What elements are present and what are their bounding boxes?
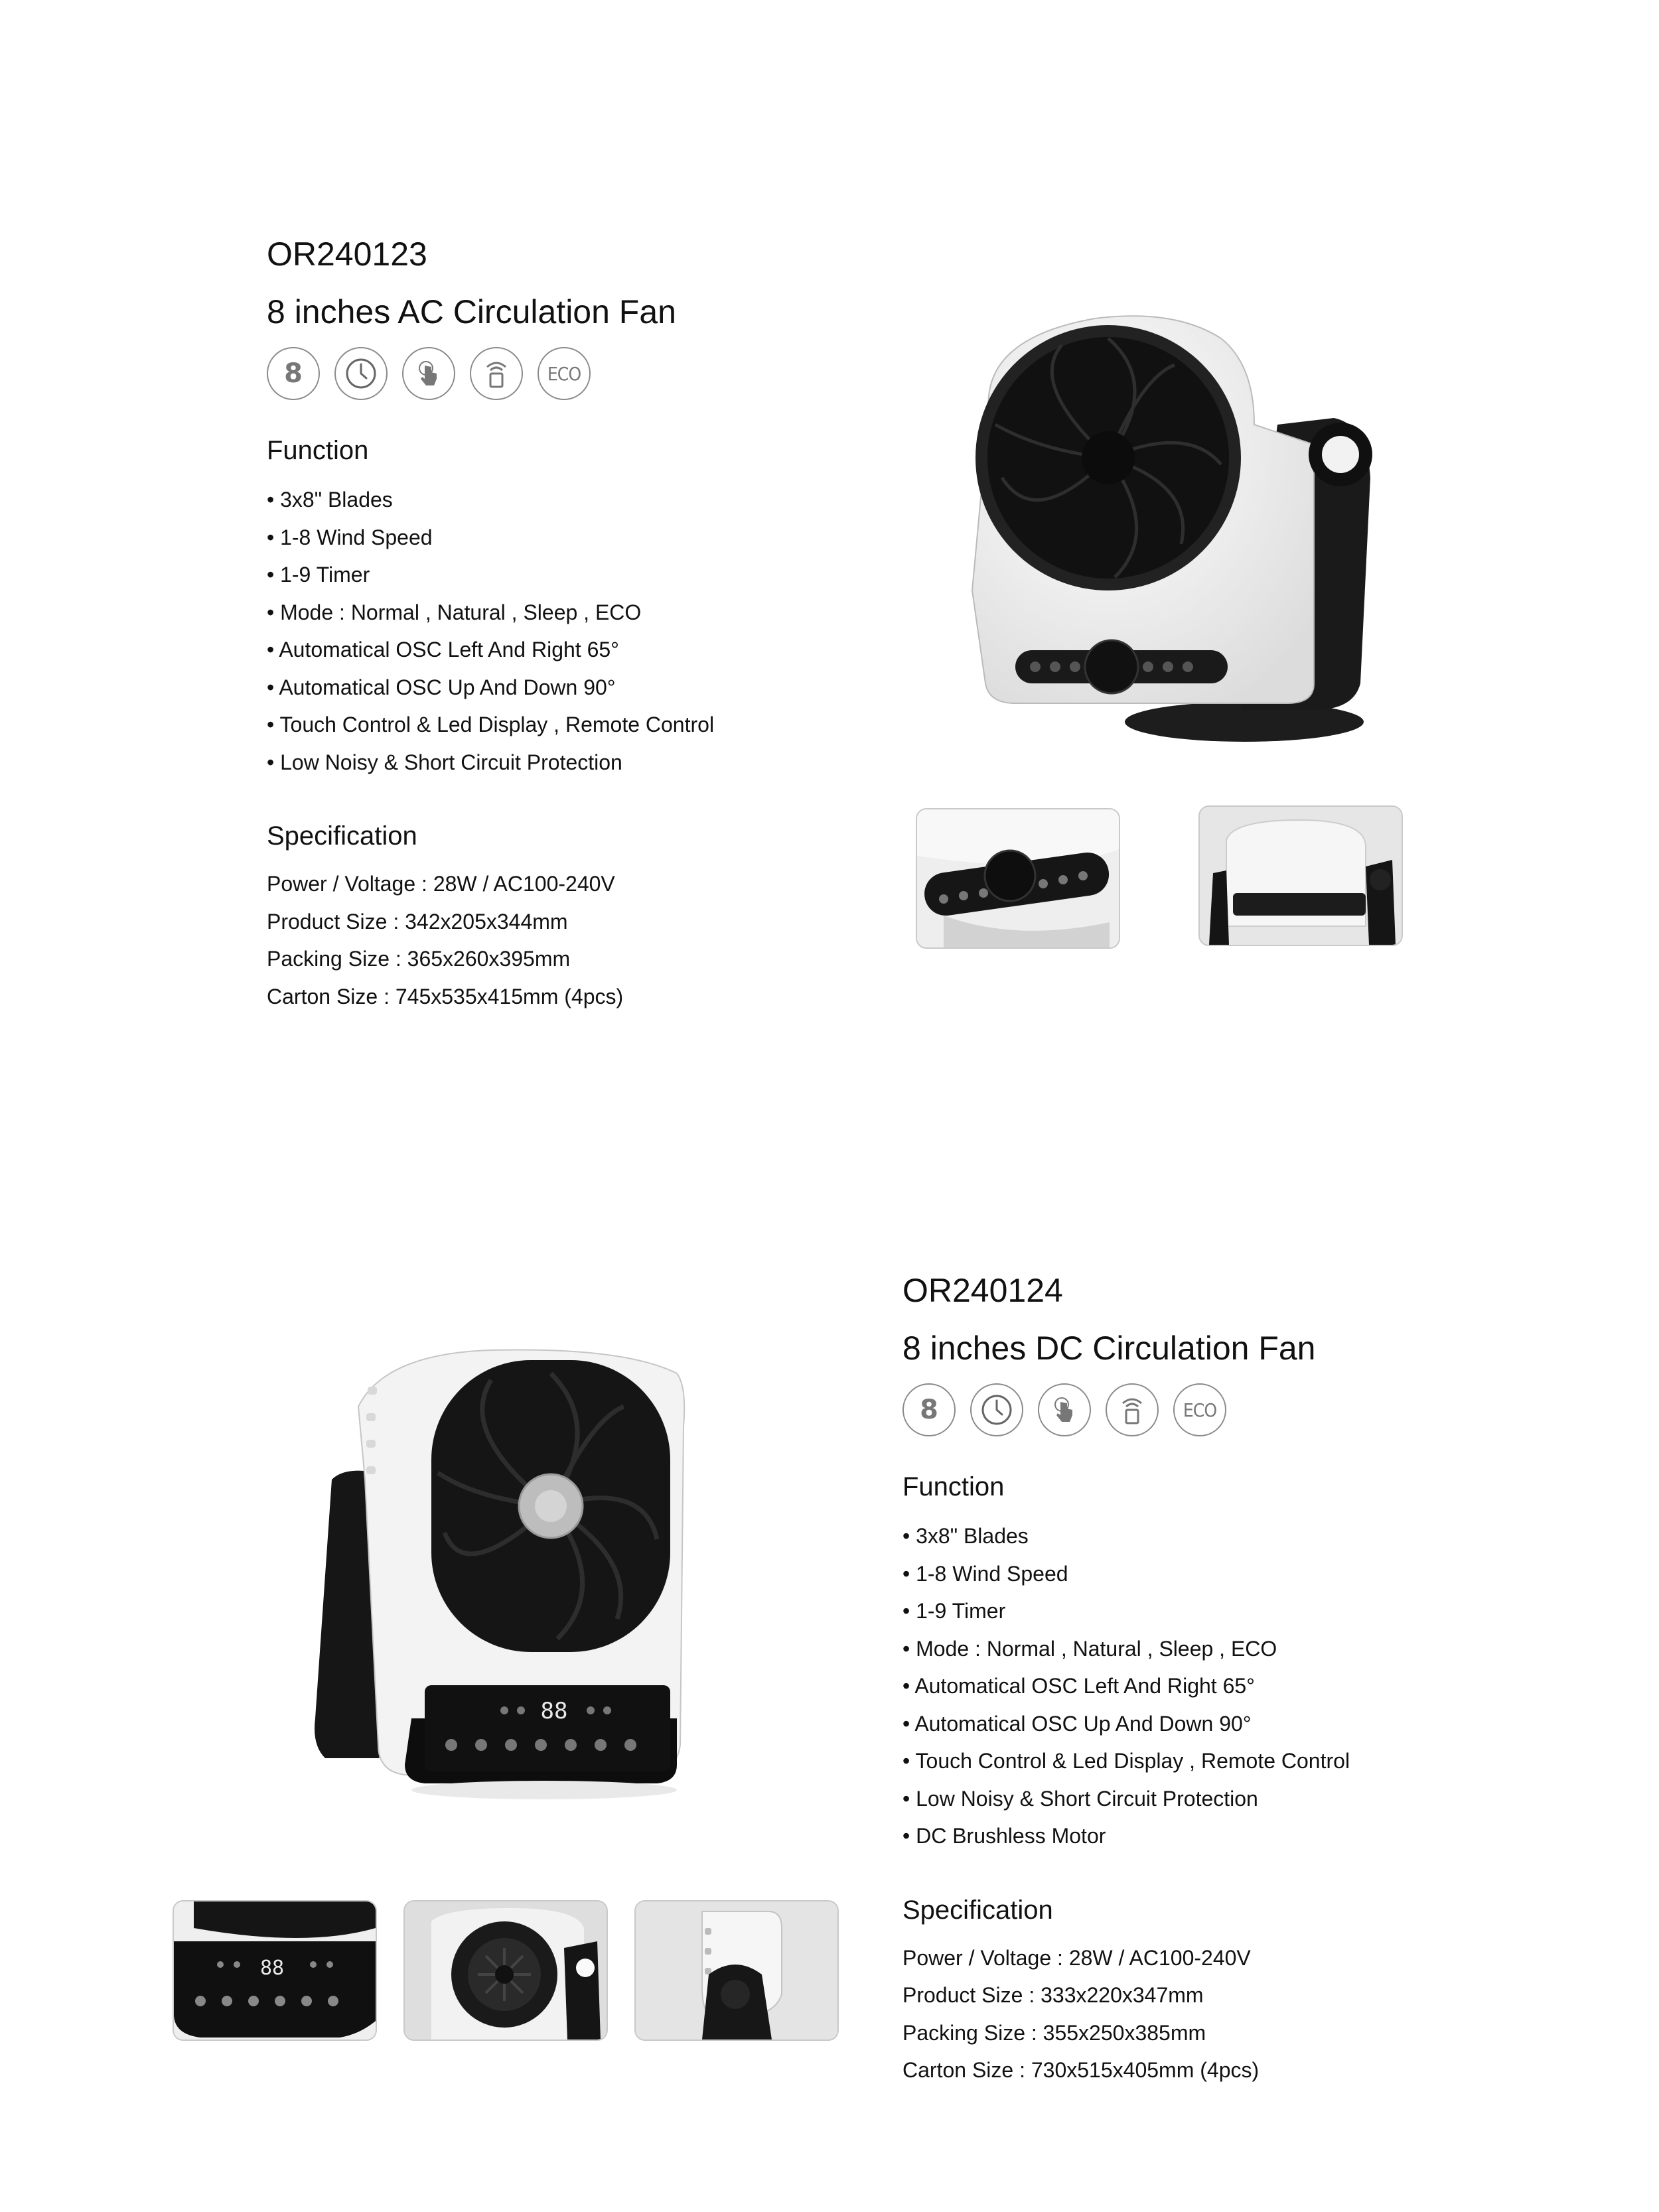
function-list [902,1517,1566,1855]
list-item: • Low Noisy & Short Circuit Protection [267,744,864,782]
list-item: • Mode : Normal , Natural , Sleep , ECO [267,594,864,632]
remote-control-icon [470,347,523,400]
list-item: • Touch Control & Led Display , Remote Control [902,1742,1566,1780]
list-item: • 3x8" Blades [902,1517,1566,1555]
list-item: • Automatical OSC Up And Down 90° [267,669,864,707]
specification-heading: Specification [902,1895,1053,1925]
product-dc-main-photo [305,1347,690,1805]
product-dc-thumb-side-view [634,1900,839,2041]
spec-line: Power / Voltage : 28W / AC100-240V [902,1945,1251,1970]
spec-line: Packing Size : 355x250x385mm [902,2020,1206,2045]
list-item: • Automatical OSC Up And Down 90° [902,1705,1566,1743]
spec-line: Product Size : 333x220x347mm [902,1983,1204,2007]
list-item: • Mode : Normal , Natural , Sleep , ECO [902,1630,1566,1668]
product-dc-thumb-display-panel [173,1900,377,2041]
list-item: • 1-8 Wind Speed [267,519,864,557]
specification-list [902,1939,1566,2089]
list-item: • Automatical OSC Left And Right 65° [267,631,864,669]
product-ac-main-photo [942,312,1374,750]
spec-line: Power / Voltage : 28W / AC100-240V [267,872,615,896]
product-title: 8 inches DC Circulation Fan [902,1330,1316,1367]
spec-line: Carton Size : 745x535x415mm (4pcs) [267,984,624,1008]
timer-clock-icon [970,1383,1023,1436]
speed-8-icon: 8 [902,1383,956,1436]
list-item: • 1-8 Wind Speed [902,1555,1566,1593]
svg-text:88: 88 [260,1957,285,1980]
specification-heading: Specification [267,821,417,851]
function-list [267,481,864,781]
product-ac-info [267,238,864,1015]
list-item: • Automatical OSC Left And Right 65° [902,1667,1566,1705]
touch-control-icon [402,347,455,400]
feature-icons [267,347,864,400]
product-code: OR240123 [267,236,427,273]
function-heading: Function [267,436,369,465]
svg-text:88: 88 [540,1698,568,1724]
list-item: • 3x8" Blades [267,481,864,519]
product-dc-info [902,1274,1566,2089]
list-item: • DC Brushless Motor [902,1817,1566,1855]
list-item: • Touch Control & Led Display , Remote Control [267,706,864,744]
remote-control-icon [1106,1383,1159,1436]
feature-icons [902,1383,1566,1436]
specification-list [267,865,864,1015]
speed-8-icon: 8 [267,347,320,400]
product-title: 8 inches AC Circulation Fan [267,293,676,330]
spec-line: Packing Size : 365x260x395mm [267,947,571,971]
product-ac-thumb-rear-view [1198,805,1403,946]
list-item: • 1-9 Timer [902,1592,1566,1630]
spec-line: Product Size : 342x205x344mm [267,909,568,933]
function-heading: Function [902,1472,1005,1501]
list-item: • 1-9 Timer [267,556,864,594]
touch-control-icon [1038,1383,1091,1436]
spec-line: Carton Size : 730x515x405mm (4pcs) [902,2058,1260,2082]
product-ac-thumb-control-panel [916,808,1120,949]
product-dc-thumb-back-view [403,1900,608,2041]
eco-mode-icon: ECO [1173,1383,1226,1436]
eco-mode-icon: ECO [538,347,591,400]
product-code: OR240124 [902,1272,1063,1309]
timer-clock-icon [334,347,388,400]
list-item: • Low Noisy & Short Circuit Protection [902,1780,1566,1818]
